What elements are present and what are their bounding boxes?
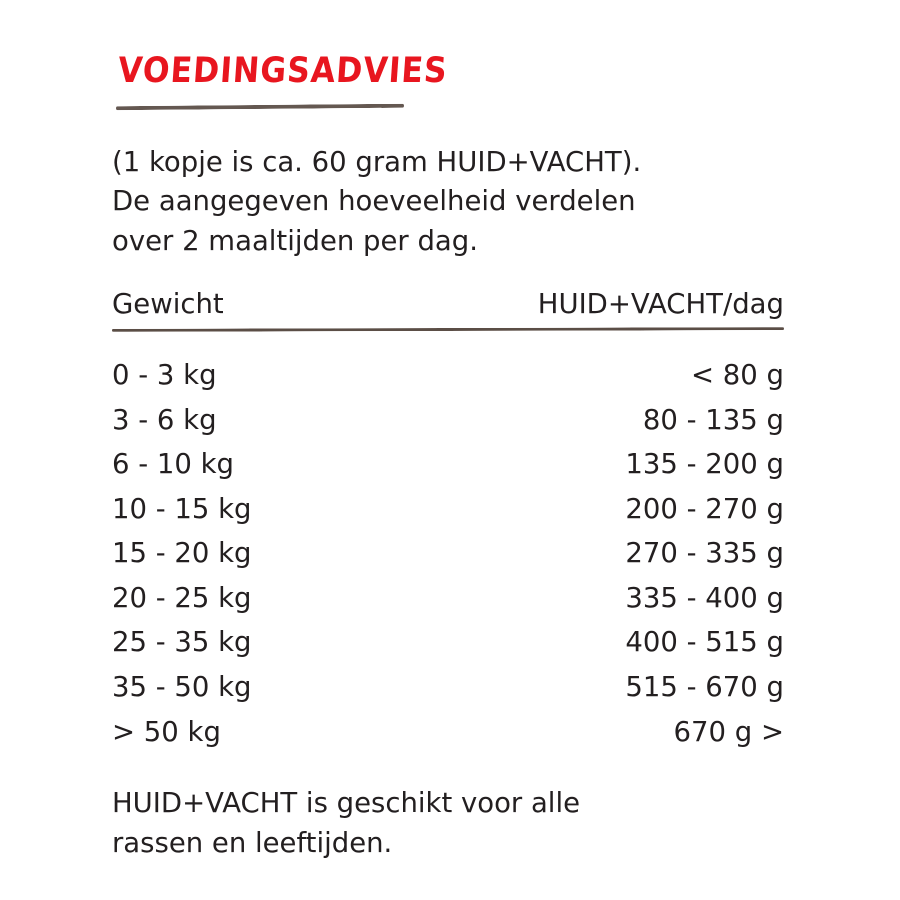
cell-amount: 335 - 400 g <box>625 581 784 614</box>
table-header-row <box>112 288 784 328</box>
feeding-table <box>112 288 784 754</box>
table-header-rule <box>112 327 784 332</box>
table-row <box>112 620 784 665</box>
page-title: VOEDINGSADVIES <box>116 51 449 91</box>
title-underline <box>116 103 404 110</box>
table-row <box>112 398 784 443</box>
footer-line-2: rassen en leeftijden. <box>112 826 393 859</box>
cell-weight: 10 - 15 kg <box>112 492 252 525</box>
cell-amount: 270 - 335 g <box>625 537 784 570</box>
cell-weight: > 50 kg <box>112 715 221 748</box>
cell-weight: 35 - 50 kg <box>112 670 252 703</box>
footer-text <box>112 784 790 864</box>
table-row <box>112 531 784 576</box>
cell-weight: 25 - 35 kg <box>112 626 252 659</box>
cell-amount: 200 - 270 g <box>625 492 784 525</box>
table-row <box>112 442 784 487</box>
cell-amount: 80 - 135 g <box>642 403 784 436</box>
table-row <box>112 353 784 398</box>
cell-weight: 20 - 25 kg <box>112 581 252 614</box>
column-header-amount: HUID+VACHT/dag <box>537 288 784 321</box>
cell-weight: 6 - 10 kg <box>112 448 235 481</box>
table-row <box>112 576 784 621</box>
cell-amount: 400 - 515 g <box>625 626 784 659</box>
cell-weight: 15 - 20 kg <box>112 537 252 570</box>
cell-weight: 0 - 3 kg <box>112 359 217 392</box>
intro-line-2: De aangegeven hoeveelheid verdelen <box>112 185 636 218</box>
column-header-weight: Gewicht <box>112 288 224 321</box>
intro-line-1: (1 kopje is ca. 60 gram HUID+VACHT). <box>112 145 642 178</box>
intro-line-3: over 2 maaltijden per dag. <box>112 225 478 258</box>
cell-amount: 515 - 670 g <box>625 670 784 703</box>
intro-text <box>112 143 790 263</box>
cell-amount: 135 - 200 g <box>625 448 784 481</box>
footer-line-1: HUID+VACHT is geschikt voor alle <box>112 787 581 820</box>
cell-amount: 670 g > <box>673 715 784 748</box>
table-row <box>112 487 784 532</box>
table-row <box>112 710 784 755</box>
cell-weight: 3 - 6 kg <box>112 403 217 436</box>
cell-amount: < 80 g <box>691 359 784 392</box>
table-row <box>112 665 784 710</box>
